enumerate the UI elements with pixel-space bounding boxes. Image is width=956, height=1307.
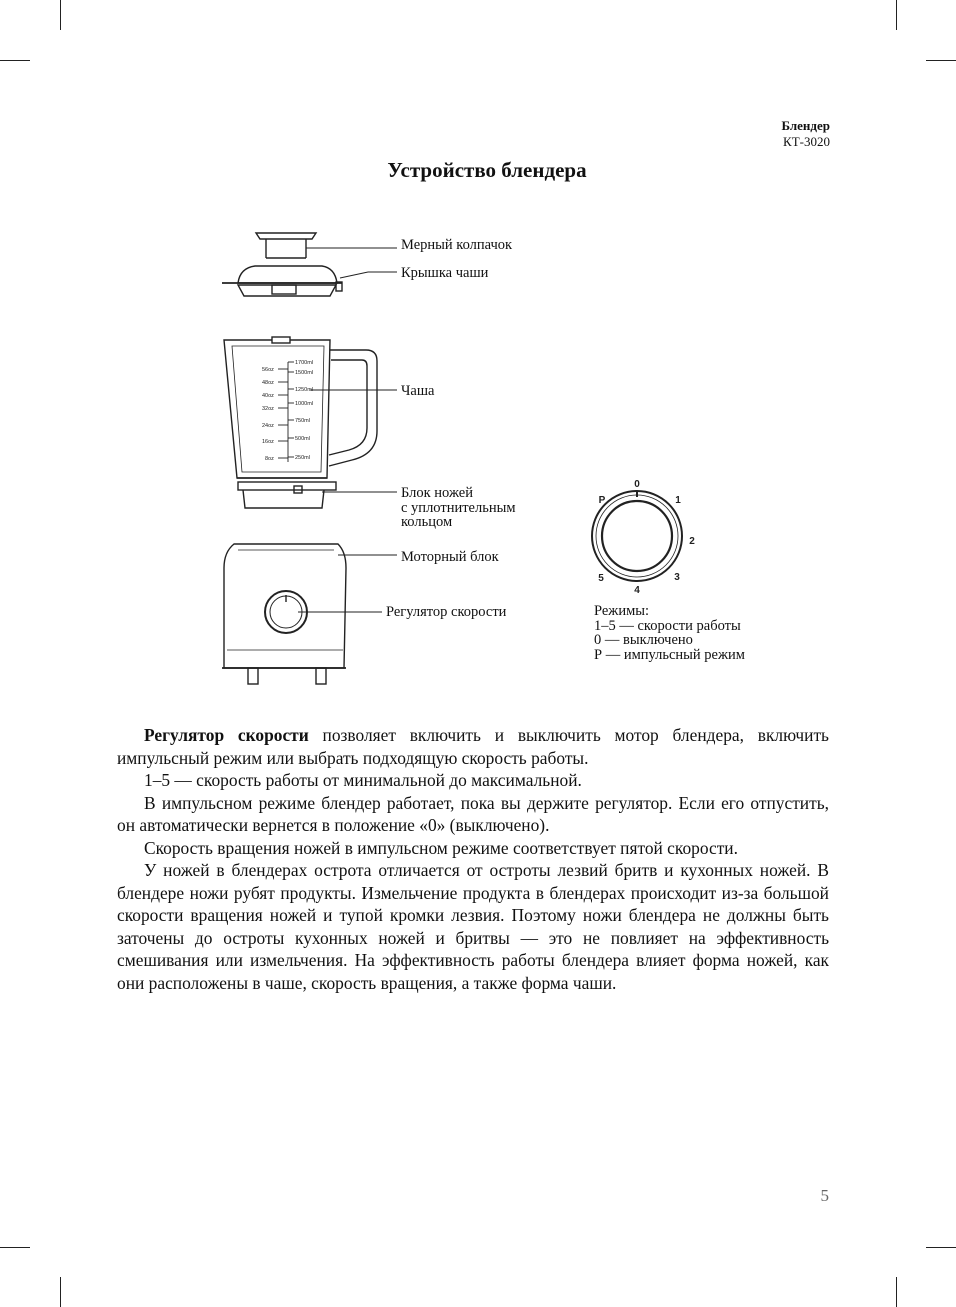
page-number: 5: [820, 1186, 829, 1205]
paragraph-bold-term: Регулятор скорости: [144, 725, 309, 745]
label-motor-base: Моторный блок: [401, 549, 499, 565]
jar-ml-mark: 1700ml: [295, 360, 314, 366]
label-blade-unit: [401, 486, 516, 530]
page-title: Устройство блендера: [387, 158, 587, 182]
dial-position-label: P: [598, 495, 606, 506]
dial-position-label: 3: [674, 572, 680, 583]
crop-mark: [60, 1277, 61, 1307]
label-blade-line: Блок ножей: [401, 485, 473, 501]
jar-oz-mark: 56oz: [262, 367, 274, 373]
lid-drawing: [222, 266, 342, 296]
paragraph-text: позволяет включить и выключить мотор блендера, включить импульсный режим или выбрать подходящую скорость работы.: [117, 725, 829, 768]
jar-ml-mark: 250ml: [295, 455, 310, 461]
paragraph: 1–5 — скорость работы от минимальной до максимальной.: [144, 770, 582, 790]
jar-oz-mark: 32oz: [262, 406, 274, 412]
label-lid: Крышка чаши: [401, 265, 489, 281]
paragraph: [117, 724, 829, 769]
label-blade-line: кольцом: [401, 514, 453, 530]
jar-ml-mark: 1000ml: [295, 401, 314, 407]
jar-oz-mark: 16oz: [262, 439, 274, 445]
jar-ml-mark: 1250ml: [295, 387, 314, 393]
modes-legend: [594, 604, 745, 662]
jar-oz-mark: 24oz: [262, 423, 274, 429]
paragraph: Скорость вращения ножей в импульсном режиме соответствует пятой скорости.: [144, 837, 738, 858]
dial-position-label: 4: [634, 585, 640, 596]
jar-ml-mark: 750ml: [295, 418, 310, 424]
jar-oz-mark: 48oz: [262, 380, 274, 386]
jar-ml-mark: 1500ml: [295, 370, 314, 376]
label-speed-knob: Регулятор скорости: [386, 604, 507, 620]
mode-pulse: Р — импульсный режим: [594, 646, 745, 663]
dial-position-label: 1: [675, 495, 681, 506]
dial-position-label: 5: [598, 573, 604, 584]
speed-dial-drawing: [592, 491, 682, 581]
dial-position-label: 0: [634, 479, 640, 490]
label-jar: Чаша: [401, 383, 435, 399]
crop-mark: [896, 1277, 897, 1307]
label-blade-line: с уплотнительным: [401, 499, 516, 516]
jar-ml-mark: 500ml: [295, 436, 310, 442]
dial-position-label: 2: [689, 536, 695, 547]
crop-mark: [0, 1247, 30, 1248]
paragraph: В импульсном режиме блендер работает, пока вы держите регулятор. Если его отпустить, он автоматически вернется в положение «0» (выключено).: [117, 792, 829, 835]
jar-oz-mark: 40oz: [262, 393, 274, 399]
measuring-cap-drawing: [256, 233, 316, 258]
body-text: [117, 724, 829, 994]
header-product: Блендер: [781, 118, 830, 133]
motor-base-drawing: [222, 544, 346, 684]
jar-oz-mark: 8oz: [265, 456, 274, 462]
label-measuring-cap: Мерный колпачок: [401, 237, 513, 253]
crop-mark: [926, 1247, 956, 1248]
paragraph: У ножей в блендерах острота отличается от остроты лезвий бритв и кухонных ножей. В блендере ножи рубят продукты. Измельчение продукта в блендерах происходит из-за большой скорости вращения ножей и тупой кромки лезвия. Поэтому ножи блендера не должны быть заточены до остроты кухонных ножей и бритвы — это не повлияет на эффективность смешивания или измельчения. На эффективность работы блендера влияет форма ножей, как они расположены в чаше, скорость вращения, а также форма чаши.: [117, 860, 829, 993]
modes-title: Режимы:: [594, 603, 650, 619]
mode-speeds: 1–5 — скорости работы: [594, 617, 741, 634]
mode-off: 0 — выключено: [594, 632, 693, 648]
header-model: КТ-3020: [783, 134, 830, 149]
